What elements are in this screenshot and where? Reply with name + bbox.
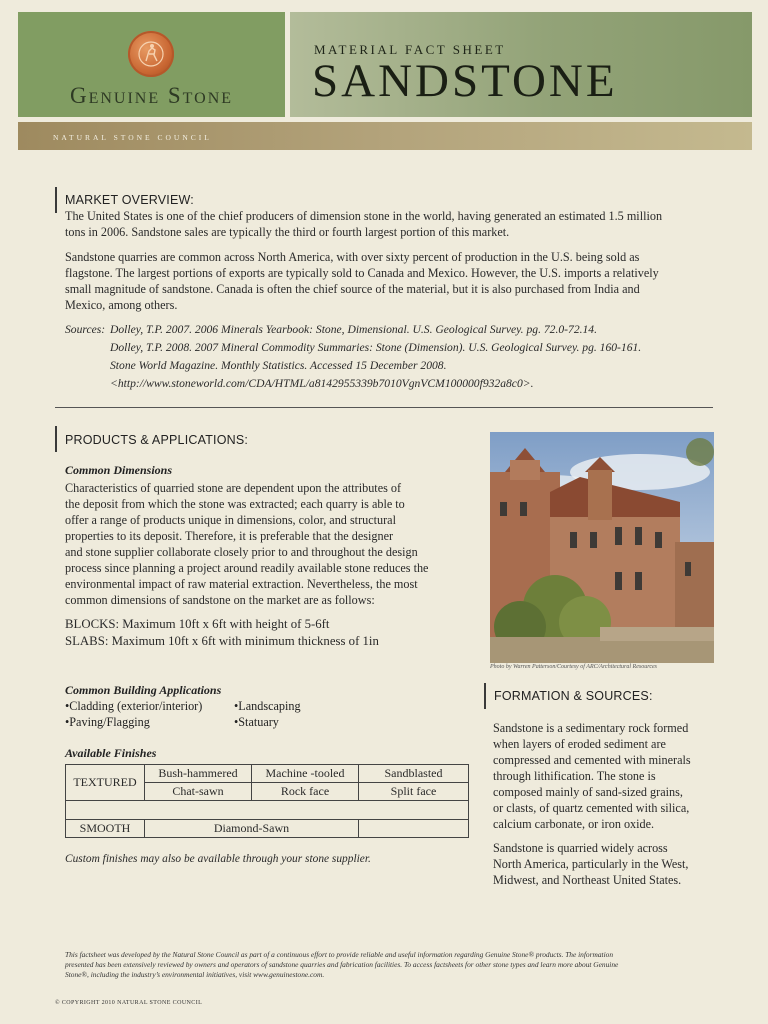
text-line: environmental impact of raw material extraction. Nevertheless, the most <box>65 577 418 591</box>
text-line: Mexico, among others. <box>65 298 178 312</box>
text-line: composed mainly of sand-sized grains, <box>493 785 683 799</box>
council-name: NATURAL STONE COUNCIL <box>53 133 212 142</box>
table-cell: Bush-hammered <box>145 765 252 783</box>
building-applications-title: Common Building Applications <box>65 683 222 697</box>
text-line: Sandstone is quarried widely across <box>493 841 668 855</box>
text-line: North America, particularly in the West, <box>493 857 689 871</box>
text-line: offer a range of products unique in dimensions, color, and structural <box>65 513 396 527</box>
text-line: flagstone. The largest portions of exports are typically sold to Canada and Mexico. However, the U.S. imports a relatively <box>65 266 659 280</box>
table-cell: Rock face <box>252 783 359 801</box>
text-line: when layers of eroded sediment are <box>493 737 666 751</box>
common-dimensions-text <box>65 480 475 608</box>
table-cell: Machine -tooled <box>252 765 359 783</box>
market-paragraph-1 <box>65 208 745 240</box>
text-line: process since planning a project around readily available stone reduces the <box>65 561 429 575</box>
table-cell: Sandblasted <box>359 765 469 783</box>
section-marker <box>55 426 57 452</box>
text-line: through lithification. The stone is <box>493 769 656 783</box>
list-item: • Cladding (exterior/interior) <box>65 698 202 714</box>
text-line: calcium carbonate, or iron oxide. <box>493 817 655 831</box>
document-kicker: MATERIAL FACT SHEET <box>314 42 506 57</box>
source-item: Dolley, T.P. 2008. 2007 Mineral Commodity Summaries: Stone (Dimension). U.S. Geological Survey. pg. 160-161. <box>110 341 642 354</box>
custom-finishes-note: Custom finishes may also be available through your stone supplier. <box>65 853 371 865</box>
section-marker <box>55 187 57 213</box>
slabs-spec: SLABS: Maximum 10ft x 6ft with minimum thickness of 1in <box>65 634 379 648</box>
source-item: Dolley, T.P. 2007. 2006 Minerals Yearbook: Stone, Dimensional. U.S. Geological Survey. pg. 72.0-72.14. <box>110 323 598 336</box>
table-cell: Split face <box>359 783 469 801</box>
section-marker <box>484 683 486 709</box>
table-cell <box>359 820 469 838</box>
text-line: compressed and cemented with minerals <box>493 753 691 767</box>
market-overview-heading: MARKET OVERVIEW: <box>65 193 194 207</box>
applications-list-col1 <box>65 698 202 730</box>
text-line: properties to its deposit. Therefore, it is preferable that the designer <box>65 529 394 543</box>
text-line: Sandstone is a sedimentary rock formed <box>493 721 689 735</box>
text-line: and stone supplier collaborate closely prior to and throughout the design <box>65 545 418 559</box>
blocks-spec: BLOCKS: Maximum 10ft x 6ft with height of 5-6ft <box>65 617 330 631</box>
text-line: Stone®, including the industry’s environmental initiatives, visit www.genuinestone.com. <box>65 970 325 979</box>
text-line: tons in 2006. Sandstone sales are typically the third or fourth largest portion of this market. <box>65 225 510 239</box>
formation-paragraph-2 <box>493 840 733 888</box>
table-cell: TEXTURED <box>66 765 145 801</box>
products-heading: PRODUCTS & APPLICATIONS: <box>65 433 249 447</box>
text-line: the deposit from which the stone was extracted; each quarry is able to <box>65 497 405 511</box>
source-item: Stone World Magazine. Monthly Statistics. Accessed 15 December 2008. <box>110 359 447 372</box>
page-title: SANDSTONE <box>312 55 618 107</box>
text-line: Sandstone quarries are common across North America, with over sixty percent of production in the U.S. being sold as <box>65 250 640 264</box>
text-line: presented has been extensively reviewed by owners and operators of sandstone quarries and fabrication facilities. To access factsheets for other stone types and learn more about Genuine <box>65 960 619 969</box>
available-finishes-title: Available Finishes <box>65 746 157 760</box>
sources-list <box>110 321 730 393</box>
table-cell: SMOOTH <box>66 820 145 838</box>
table-spacer-row <box>66 801 469 820</box>
text-line: Characteristics of quarried stone are dependent upon the attributes of <box>65 481 402 495</box>
market-paragraph-2 <box>65 249 745 313</box>
text-line: small magnitude of sandstone. Canada is often the chief source of the material, but it is also purchased from India and <box>65 282 640 296</box>
list-item: • Paving/Flagging <box>65 714 202 730</box>
list-item: • Statuary <box>234 714 301 730</box>
table-cell: Diamond-Sawn <box>145 820 359 838</box>
text-line: common dimensions of sandstone on the market are as follows: <box>65 593 375 607</box>
common-dimensions-title: Common Dimensions <box>65 463 173 477</box>
formation-paragraph-1 <box>493 720 733 832</box>
finishes-table <box>65 764 469 838</box>
footer-note <box>65 950 745 980</box>
source-link[interactable]: <http://www.stoneworld.com/CDA/HTML/a8142955339b7010VgnVCM100000f932a8c0>. <box>110 377 534 390</box>
medallion-logo-icon <box>128 31 174 77</box>
text-line: The United States is one of the chief producers of dimension stone in the world, having generated an estimated 1.5 million <box>65 209 663 223</box>
text-line: or clasts, of quartz cemented with silica, <box>493 801 690 815</box>
sources-label: Sources: <box>65 323 106 336</box>
list-item: • Landscaping <box>234 698 301 714</box>
applications-list-col2 <box>234 698 301 730</box>
formation-heading: FORMATION & SOURCES: <box>494 689 653 703</box>
text-line: This factsheet was developed by the Natural Stone Council as part of a continuous effort to provide reliable and useful information regarding Genuine Stone® products. The information <box>65 950 614 959</box>
copyright: © COPYRIGHT 2010 NATURAL STONE COUNCIL <box>55 1000 203 1006</box>
text-line: Midwest, and Northeast United States. <box>493 873 682 887</box>
table-cell: Chat-sawn <box>145 783 252 801</box>
brand-name: Genuine Stone <box>69 83 234 108</box>
photo-credit: Photo by Warren Patterson/Courtesy of ARC/Architectural Resources <box>490 664 657 670</box>
section-divider <box>55 407 713 408</box>
building-photo <box>490 432 714 663</box>
